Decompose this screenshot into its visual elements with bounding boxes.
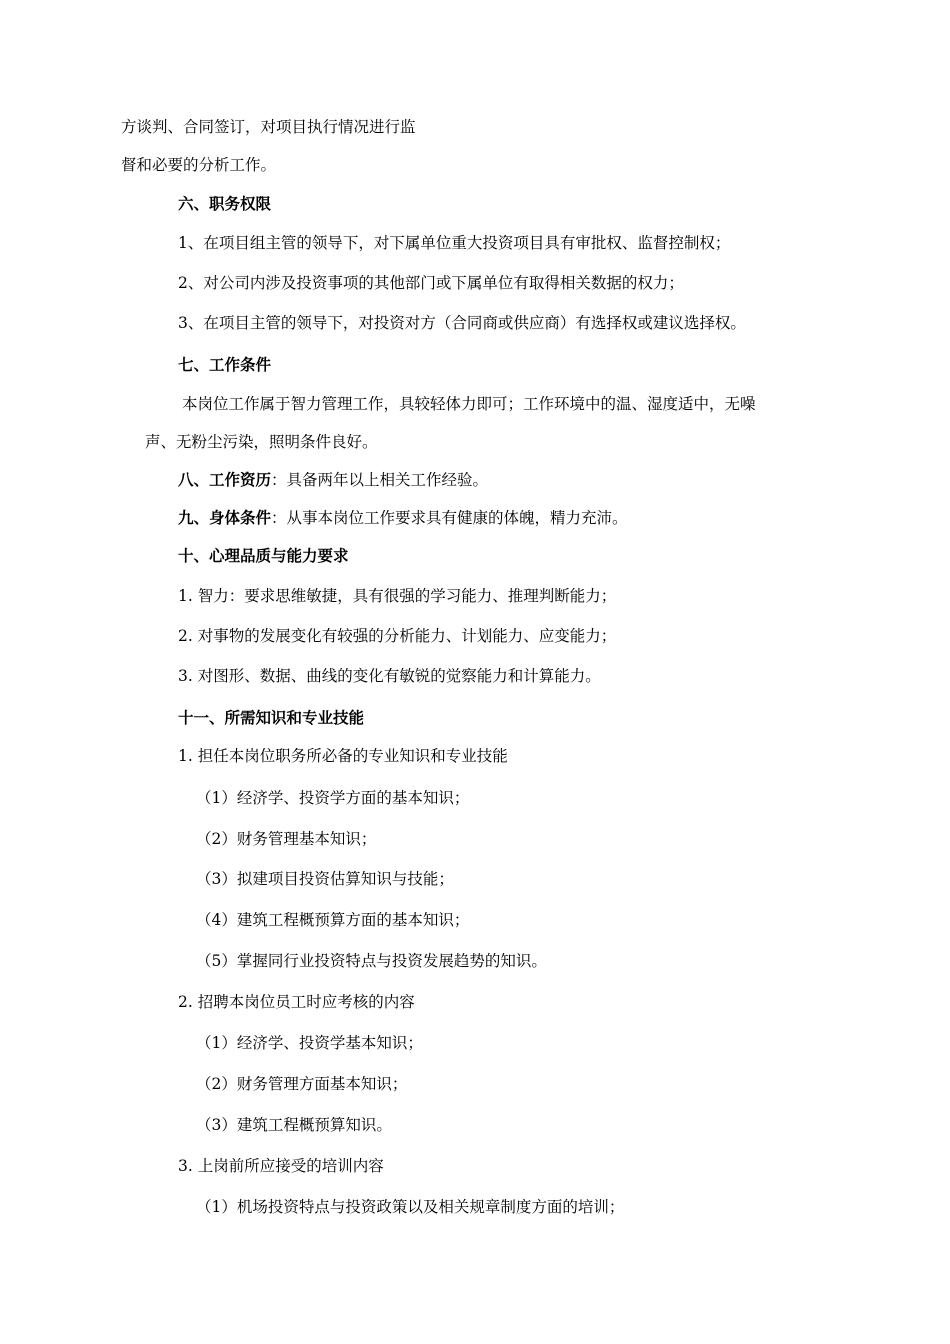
section-heading-psychology: 十、心理品质与能力要求	[178, 546, 349, 565]
subsection-title: 1. 担任本岗位职务所必备的专业知识和专业技能	[178, 747, 508, 765]
continuation-line: 方谈判、合同签订，对项目执行情况进行监	[121, 118, 416, 136]
section-heading-authority: 六、职务权限	[178, 194, 272, 213]
list-item: （1）经济学、投资学方面的基本知识；	[196, 789, 470, 807]
list-item: （1）经济学、投资学基本知识；	[196, 1034, 423, 1052]
list-item: （1）机场投资特点与投资政策以及相关规章制度方面的培训；	[196, 1198, 625, 1216]
section-label: 八、工作资历	[178, 470, 272, 489]
list-item: （3）建筑工程概预算知识。	[196, 1116, 392, 1134]
subsection-title: 2. 招聘本岗位员工时应考核的内容	[178, 993, 415, 1011]
section-line-physical	[178, 508, 628, 528]
section-heading-knowledge: 十一、所需知识和专业技能	[178, 708, 365, 727]
list-item: 2. 对事物的发展变化有较强的分析能力、计划能力、应变能力；	[178, 627, 617, 645]
paragraph-line: 声、无粉尘污染，照明条件良好。	[145, 433, 378, 451]
list-item: （5）掌握同行业投资特点与投资发展趋势的知识。	[196, 952, 547, 970]
list-item: 3. 对图形、数据、曲线的变化有敏锐的觉察能力和计算能力。	[178, 667, 601, 685]
section-text: ：具备两年以上相关工作经验。	[271, 471, 489, 489]
list-item: 3、在项目主管的领导下，对投资对方（合同商或供应商）有选择权或建议选择权。	[178, 314, 746, 332]
list-item: 1. 智力：要求思维敏捷，具有很强的学习能力、推理判断能力；	[178, 587, 617, 605]
list-item: （2）财务管理方面基本知识；	[196, 1075, 408, 1093]
section-line-experience	[178, 470, 488, 490]
section-label: 九、身体条件	[178, 508, 272, 527]
list-item: （4）建筑工程概预算方面的基本知识；	[196, 911, 470, 929]
list-item: 1、在项目组主管的领导下，对下属单位重大投资项目具有审批权、监督控制权；	[178, 234, 731, 252]
section-heading-conditions: 七、工作条件	[178, 355, 272, 374]
list-item: （3）拟建项目投资估算知识与技能；	[196, 870, 454, 888]
list-item: （2）财务管理基本知识；	[196, 830, 377, 848]
paragraph-line: 本岗位工作属于智力管理工作，具较轻体力即可；工作环境中的温、湿度适中，无噪	[182, 395, 756, 413]
continuation-line: 督和必要的分析工作。	[121, 156, 277, 174]
subsection-title: 3. 上岗前所应接受的培训内容	[178, 1157, 384, 1175]
list-item: 2、对公司内涉及投资事项的其他部门或下属单位有取得相关数据的权力；	[178, 274, 684, 292]
section-text: ：从事本岗位工作要求具有健康的体魄，精力充沛。	[271, 509, 628, 527]
